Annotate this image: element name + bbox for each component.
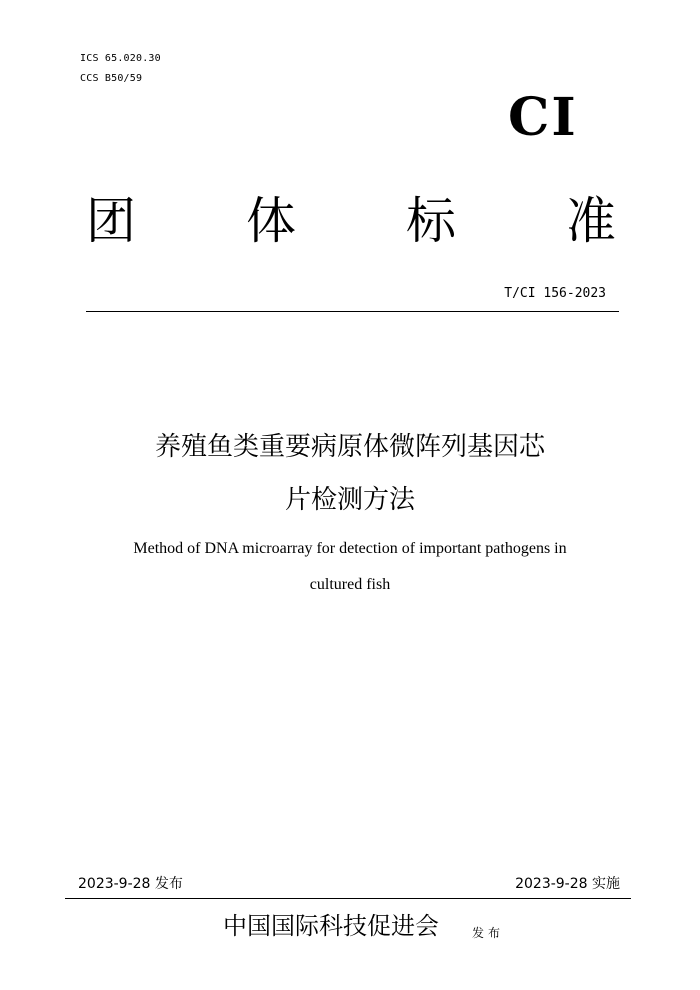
issue-date: 2023-9-28 发布 [78, 876, 183, 892]
top-divider [86, 311, 619, 312]
title-cn-line-1: 养殖鱼类重要病原体微阵列基因芯 [154, 432, 545, 462]
standard-type-char-1: 团 [86, 192, 136, 250]
publisher-name: 中国国际科技促进会 [223, 912, 439, 940]
standard-number: T/CI 156-2023 [504, 286, 606, 301]
standard-type-char-3: 标 [406, 192, 456, 250]
ci-logo: CI [508, 87, 578, 148]
title-en-line-1: Method of DNA microarray for detection of important pathogens in [133, 540, 567, 557]
bottom-divider [65, 898, 631, 899]
standard-type-char-2: 体 [246, 192, 296, 250]
ccs-code: CCS B50/59 [80, 73, 143, 84]
ics-code: ICS 65.020.30 [80, 53, 161, 64]
publisher-suffix: 发布 [472, 926, 505, 940]
title-en-line-2: cultured fish [309, 576, 391, 593]
standard-type-char-4: 准 [566, 192, 616, 250]
implementation-date: 2023-9-28 实施 [515, 876, 620, 892]
standard-type-title [86, 192, 616, 250]
title-cn-line-2: 片检测方法 [284, 485, 415, 515]
